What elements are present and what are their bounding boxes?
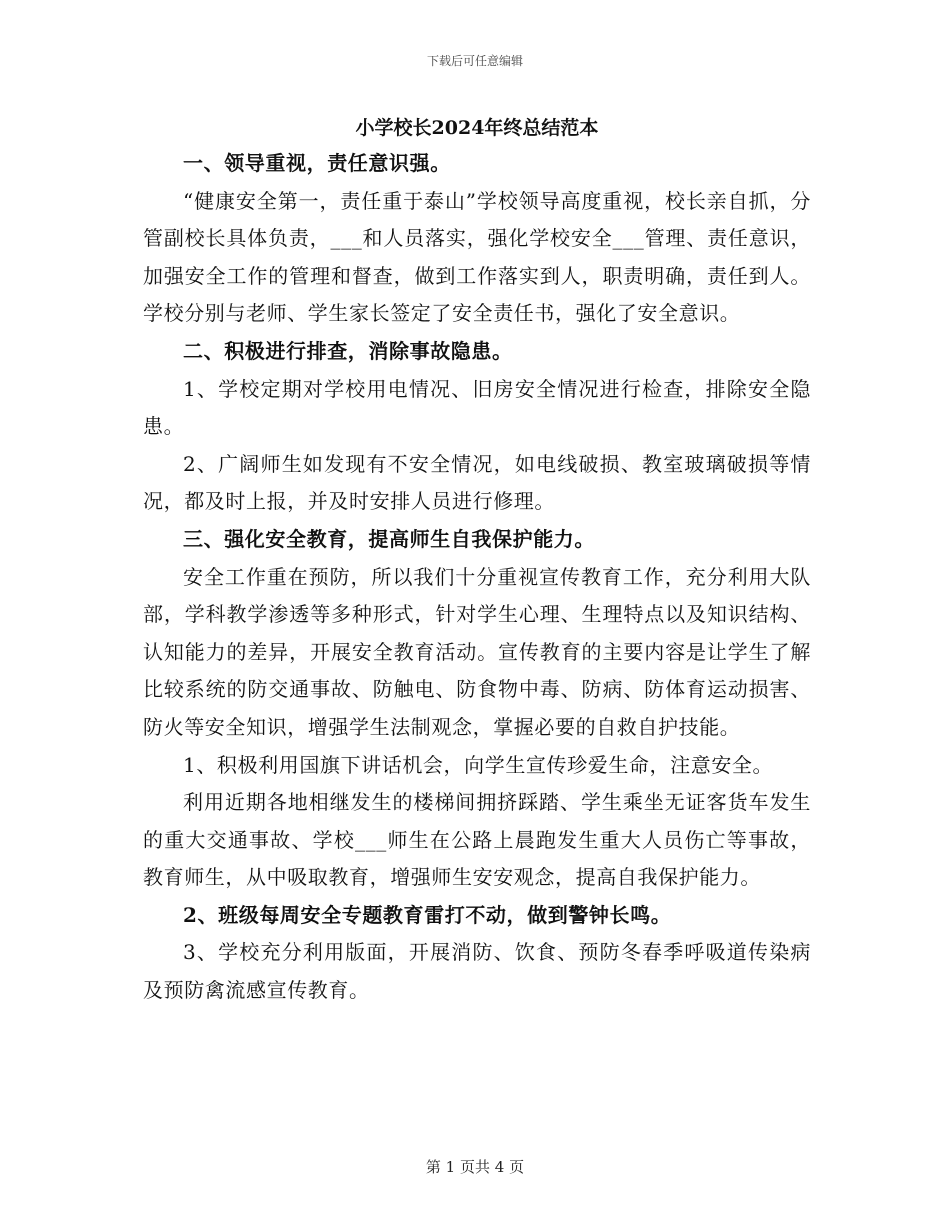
section-heading-2: 二、积极进行排查，消除事故隐患。 [183,338,513,363]
page-number: 第 1 页共 4 页 [425,1158,525,1176]
paragraph-flag-speech: 1、积极利用国旗下讲话机会，向学生宣传珍爱生命，注意安全。 [183,752,774,777]
paragraph-inspection-1: 1、学校定期对学校用电情况、旧房安全情况进行检查，排除安全隐患。 [143,376,811,439]
paragraph-bulletin: 3、学校充分利用版面，开展消防、饮食、预防冬春季呼吸道传染病及预防禽流感宣传教育。 [143,940,811,1003]
paragraph-education: 安全工作重在预防，所以我们十分重视宣传教育工作，充分利用大队部，学科教学渗透等多种形式，针对学生心理、生理特点以及知识结构、认知能力的差异，开展安全教育活动。宣传教育的主要内容是让学生了解比较系统的防交通事故、防触电、防食物中毒、防病、防体育运动损害、防火等安全知识，增强学生法制观念，掌握必要的自救自护技能。 [143,564,811,739]
document-title: 小学校长2024年终总结范本 [355,117,599,139]
document-body [143,112,811,1010]
paragraph-leadership: “健康安全第一，责任重于泰山”学校领导高度重视，校长亲自抓，分管副校长具体负责，___和人员落实，强化学校安全___管理、责任意识，加强安全工作的管理和督查，做到工作落实到人，职责明确，责任到人。学校分别与老师、学生家长签定了安全责任书，强化了安全意识。 [143,188,811,326]
subheading-class-weekly: 2、班级每周安全专题教育雷打不动，做到警钟长鸣。 [183,902,672,927]
section-heading-3: 三、强化安全教育，提高师生自我保护能力。 [183,526,595,551]
paragraph-accidents: 利用近期各地相继发生的楼梯间拥挤踩踏、学生乘坐无证客货车发生的重大交通事故、学校___师生在公路上晨跑发生重大人员伤亡等事故，教育师生，从中吸取教育，增强师生安安观念，提高自我保护能力。 [143,790,811,890]
section-heading-1: 一、领导重视，责任意识强。 [183,151,451,175]
paragraph-inspection-2: 2、广阔师生如发现有不安全情况，如电线破损、教室玻璃破损等情况，都及时上报，并及时安排人员进行修理。 [143,451,811,514]
page-header-note: 下载后可任意编辑 [426,54,523,68]
